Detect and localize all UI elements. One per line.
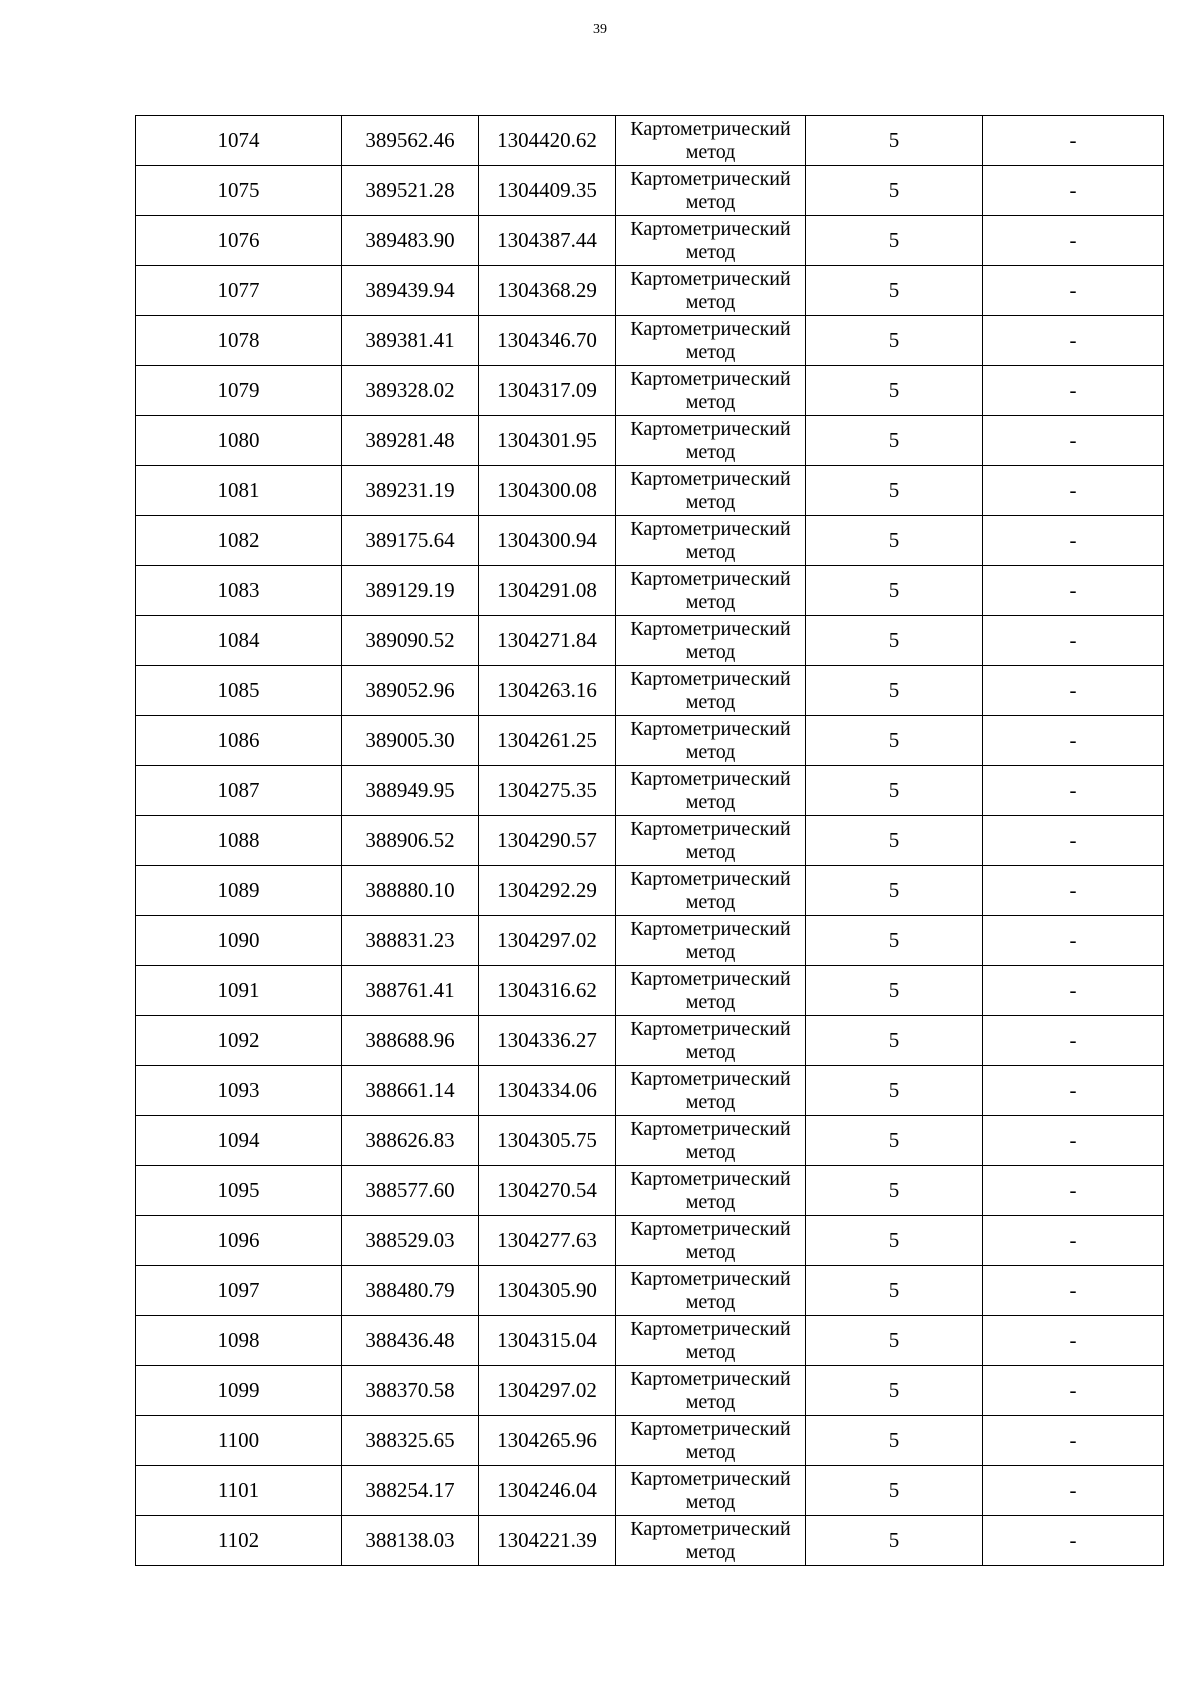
method-cell	[616, 1466, 806, 1516]
method-cell	[616, 916, 806, 966]
accuracy-cell: 5	[806, 1166, 983, 1216]
method-line-2: метод	[685, 240, 736, 263]
accuracy-cell: 5	[806, 116, 983, 166]
accuracy-cell: 5	[806, 366, 983, 416]
x-coordinate-cell: 389521.28	[342, 166, 479, 216]
point-number-cell: 1080	[136, 416, 342, 466]
method-line-1: Картометрический	[630, 1317, 791, 1340]
method-line-2: метод	[685, 740, 736, 763]
y-coordinate-cell: 1304305.75	[479, 1116, 616, 1166]
accuracy-cell: 5	[806, 1266, 983, 1316]
y-coordinate-cell: 1304261.25	[479, 716, 616, 766]
table-row	[136, 1316, 1164, 1366]
note-cell: -	[983, 166, 1164, 216]
method-line-2: метод	[685, 140, 736, 163]
method-line-2: метод	[685, 1490, 736, 1513]
y-coordinate-cell: 1304409.35	[479, 166, 616, 216]
table-row	[136, 516, 1164, 566]
table-row	[136, 216, 1164, 266]
accuracy-cell: 5	[806, 816, 983, 866]
x-coordinate-cell: 388880.10	[342, 866, 479, 916]
point-number-cell: 1093	[136, 1066, 342, 1116]
method-cell	[616, 1516, 806, 1566]
method-cell	[616, 666, 806, 716]
point-number-cell: 1099	[136, 1366, 342, 1416]
method-cell	[616, 466, 806, 516]
table-row	[136, 416, 1164, 466]
method-line-1: Картометрический	[630, 1017, 791, 1040]
note-cell: -	[983, 366, 1164, 416]
point-number-cell: 1090	[136, 916, 342, 966]
x-coordinate-cell: 389175.64	[342, 516, 479, 566]
table-row	[136, 266, 1164, 316]
table-row	[136, 816, 1164, 866]
table-row	[136, 666, 1164, 716]
table-row	[136, 716, 1164, 766]
table-row	[136, 1416, 1164, 1466]
note-cell: -	[983, 466, 1164, 516]
method-cell	[616, 816, 806, 866]
method-cell	[616, 366, 806, 416]
x-coordinate-cell: 388370.58	[342, 1366, 479, 1416]
method-line-2: метод	[685, 890, 736, 913]
method-cell	[616, 1316, 806, 1366]
note-cell: -	[983, 766, 1164, 816]
method-cell	[616, 566, 806, 616]
table-row	[136, 1016, 1164, 1066]
note-cell: -	[983, 266, 1164, 316]
point-number-cell: 1086	[136, 716, 342, 766]
x-coordinate-cell: 388325.65	[342, 1416, 479, 1466]
table-row	[136, 766, 1164, 816]
method-line-1: Картометрический	[630, 767, 791, 790]
y-coordinate-cell: 1304290.57	[479, 816, 616, 866]
y-coordinate-cell: 1304221.39	[479, 1516, 616, 1566]
method-line-1: Картометрический	[630, 417, 791, 440]
method-line-2: метод	[685, 1240, 736, 1263]
method-cell	[616, 416, 806, 466]
x-coordinate-cell: 388480.79	[342, 1266, 479, 1316]
method-line-1: Картометрический	[630, 517, 791, 540]
method-cell	[616, 166, 806, 216]
point-number-cell: 1078	[136, 316, 342, 366]
note-cell: -	[983, 1166, 1164, 1216]
x-coordinate-cell: 388529.03	[342, 1216, 479, 1266]
x-coordinate-cell: 389090.52	[342, 616, 479, 666]
method-line-2: метод	[685, 290, 736, 313]
accuracy-cell: 5	[806, 1516, 983, 1566]
method-cell	[616, 1266, 806, 1316]
y-coordinate-cell: 1304270.54	[479, 1166, 616, 1216]
x-coordinate-cell: 389483.90	[342, 216, 479, 266]
table-row	[136, 1466, 1164, 1516]
point-number-cell: 1096	[136, 1216, 342, 1266]
note-cell: -	[983, 1516, 1164, 1566]
accuracy-cell: 5	[806, 1066, 983, 1116]
table-row	[136, 966, 1164, 1016]
x-coordinate-cell: 389005.30	[342, 716, 479, 766]
point-number-cell: 1092	[136, 1016, 342, 1066]
method-cell	[616, 1016, 806, 1066]
method-cell	[616, 1166, 806, 1216]
y-coordinate-cell: 1304297.02	[479, 1366, 616, 1416]
method-cell	[616, 1366, 806, 1416]
method-line-1: Картометрический	[630, 917, 791, 940]
accuracy-cell: 5	[806, 416, 983, 466]
method-cell	[616, 766, 806, 816]
y-coordinate-cell: 1304316.62	[479, 966, 616, 1016]
note-cell: -	[983, 616, 1164, 666]
accuracy-cell: 5	[806, 466, 983, 516]
point-number-cell: 1087	[136, 766, 342, 816]
point-number-cell: 1076	[136, 216, 342, 266]
table-row	[136, 116, 1164, 166]
y-coordinate-cell: 1304300.94	[479, 516, 616, 566]
table-row	[136, 1066, 1164, 1116]
method-cell	[616, 1216, 806, 1266]
point-number-cell: 1083	[136, 566, 342, 616]
y-coordinate-cell: 1304301.95	[479, 416, 616, 466]
note-cell: -	[983, 1216, 1164, 1266]
method-line-1: Картометрический	[630, 667, 791, 690]
y-coordinate-cell: 1304291.08	[479, 566, 616, 616]
note-cell: -	[983, 966, 1164, 1016]
method-line-2: метод	[685, 1340, 736, 1363]
accuracy-cell: 5	[806, 866, 983, 916]
accuracy-cell: 5	[806, 966, 983, 1016]
point-number-cell: 1075	[136, 166, 342, 216]
method-line-1: Картометрический	[630, 217, 791, 240]
point-number-cell: 1089	[136, 866, 342, 916]
method-line-1: Картометрический	[630, 617, 791, 640]
y-coordinate-cell: 1304275.35	[479, 766, 616, 816]
point-number-cell: 1094	[136, 1116, 342, 1166]
method-line-2: метод	[685, 390, 736, 413]
y-coordinate-cell: 1304292.29	[479, 866, 616, 916]
point-number-cell: 1082	[136, 516, 342, 566]
y-coordinate-cell: 1304265.96	[479, 1416, 616, 1466]
table-row	[136, 1366, 1164, 1416]
note-cell: -	[983, 316, 1164, 366]
accuracy-cell: 5	[806, 716, 983, 766]
x-coordinate-cell: 388138.03	[342, 1516, 479, 1566]
method-line-1: Картометрический	[630, 1267, 791, 1290]
table-body	[136, 116, 1164, 1566]
method-line-1: Картометрический	[630, 567, 791, 590]
y-coordinate-cell: 1304336.27	[479, 1016, 616, 1066]
accuracy-cell: 5	[806, 216, 983, 266]
method-line-1: Картометрический	[630, 967, 791, 990]
method-cell	[616, 1416, 806, 1466]
method-line-1: Картометрический	[630, 467, 791, 490]
accuracy-cell: 5	[806, 566, 983, 616]
method-line-2: метод	[685, 940, 736, 963]
method-line-2: метод	[685, 1540, 736, 1563]
x-coordinate-cell: 389328.02	[342, 366, 479, 416]
accuracy-cell: 5	[806, 916, 983, 966]
y-coordinate-cell: 1304263.16	[479, 666, 616, 716]
method-line-1: Картометрический	[630, 267, 791, 290]
method-line-1: Картометрический	[630, 1467, 791, 1490]
note-cell: -	[983, 416, 1164, 466]
method-line-2: метод	[685, 190, 736, 213]
method-line-1: Картометрический	[630, 167, 791, 190]
note-cell: -	[983, 216, 1164, 266]
x-coordinate-cell: 388949.95	[342, 766, 479, 816]
method-line-2: метод	[685, 1390, 736, 1413]
method-cell	[616, 1066, 806, 1116]
y-coordinate-cell: 1304300.08	[479, 466, 616, 516]
accuracy-cell: 5	[806, 1366, 983, 1416]
method-cell	[616, 516, 806, 566]
y-coordinate-cell: 1304334.06	[479, 1066, 616, 1116]
table-row	[136, 1266, 1164, 1316]
note-cell: -	[983, 1266, 1164, 1316]
table-row	[136, 566, 1164, 616]
method-line-1: Картометрический	[630, 1067, 791, 1090]
method-cell	[616, 316, 806, 366]
table-row	[136, 1516, 1164, 1566]
point-number-cell: 1098	[136, 1316, 342, 1366]
point-number-cell: 1074	[136, 116, 342, 166]
x-coordinate-cell: 389281.48	[342, 416, 479, 466]
note-cell: -	[983, 116, 1164, 166]
x-coordinate-cell: 388661.14	[342, 1066, 479, 1116]
method-line-2: метод	[685, 1190, 736, 1213]
x-coordinate-cell: 389231.19	[342, 466, 479, 516]
point-number-cell: 1097	[136, 1266, 342, 1316]
x-coordinate-cell: 388436.48	[342, 1316, 479, 1366]
accuracy-cell: 5	[806, 766, 983, 816]
method-line-2: метод	[685, 690, 736, 713]
method-cell	[616, 216, 806, 266]
point-number-cell: 1095	[136, 1166, 342, 1216]
method-line-1: Картометрический	[630, 1167, 791, 1190]
accuracy-cell: 5	[806, 1316, 983, 1366]
note-cell: -	[983, 1366, 1164, 1416]
accuracy-cell: 5	[806, 516, 983, 566]
method-line-1: Картометрический	[630, 867, 791, 890]
note-cell: -	[983, 1066, 1164, 1116]
accuracy-cell: 5	[806, 1466, 983, 1516]
point-number-cell: 1077	[136, 266, 342, 316]
method-cell	[616, 266, 806, 316]
method-line-1: Картометрический	[630, 317, 791, 340]
method-line-2: метод	[685, 1290, 736, 1313]
note-cell: -	[983, 566, 1164, 616]
accuracy-cell: 5	[806, 266, 983, 316]
method-line-2: метод	[685, 790, 736, 813]
table-row	[136, 366, 1164, 416]
point-number-cell: 1100	[136, 1416, 342, 1466]
method-cell	[616, 866, 806, 916]
y-coordinate-cell: 1304368.29	[479, 266, 616, 316]
method-line-1: Картометрический	[630, 1417, 791, 1440]
note-cell: -	[983, 1016, 1164, 1066]
accuracy-cell: 5	[806, 166, 983, 216]
point-number-cell: 1102	[136, 1516, 342, 1566]
x-coordinate-cell: 389129.19	[342, 566, 479, 616]
table-row	[136, 1216, 1164, 1266]
note-cell: -	[983, 1416, 1164, 1466]
accuracy-cell: 5	[806, 616, 983, 666]
y-coordinate-cell: 1304246.04	[479, 1466, 616, 1516]
accuracy-cell: 5	[806, 666, 983, 716]
x-coordinate-cell: 388831.23	[342, 916, 479, 966]
note-cell: -	[983, 816, 1164, 866]
note-cell: -	[983, 1116, 1164, 1166]
accuracy-cell: 5	[806, 1016, 983, 1066]
table-row	[136, 166, 1164, 216]
accuracy-cell: 5	[806, 316, 983, 366]
y-coordinate-cell: 1304420.62	[479, 116, 616, 166]
accuracy-cell: 5	[806, 1216, 983, 1266]
method-line-1: Картометрический	[630, 367, 791, 390]
x-coordinate-cell: 388688.96	[342, 1016, 479, 1066]
x-coordinate-cell: 389381.41	[342, 316, 479, 366]
table-row	[136, 616, 1164, 666]
y-coordinate-cell: 1304297.02	[479, 916, 616, 966]
x-coordinate-cell: 389562.46	[342, 116, 479, 166]
accuracy-cell: 5	[806, 1416, 983, 1466]
table-row	[136, 916, 1164, 966]
x-coordinate-cell: 388626.83	[342, 1116, 479, 1166]
table-row	[136, 1166, 1164, 1216]
note-cell: -	[983, 1316, 1164, 1366]
y-coordinate-cell: 1304315.04	[479, 1316, 616, 1366]
point-number-cell: 1084	[136, 616, 342, 666]
x-coordinate-cell: 388254.17	[342, 1466, 479, 1516]
method-cell	[616, 1116, 806, 1166]
x-coordinate-cell: 389052.96	[342, 666, 479, 716]
method-line-1: Картометрический	[630, 117, 791, 140]
method-cell	[616, 116, 806, 166]
note-cell: -	[983, 516, 1164, 566]
y-coordinate-cell: 1304387.44	[479, 216, 616, 266]
x-coordinate-cell: 388906.52	[342, 816, 479, 866]
method-line-2: метод	[685, 540, 736, 563]
method-line-2: метод	[685, 990, 736, 1013]
method-line-1: Картометрический	[630, 1367, 791, 1390]
method-line-2: метод	[685, 1140, 736, 1163]
method-cell	[616, 716, 806, 766]
point-number-cell: 1101	[136, 1466, 342, 1516]
method-line-2: метод	[685, 840, 736, 863]
note-cell: -	[983, 866, 1164, 916]
method-line-2: метод	[685, 1440, 736, 1463]
x-coordinate-cell: 388761.41	[342, 966, 479, 1016]
method-line-1: Картометрический	[630, 717, 791, 740]
note-cell: -	[983, 716, 1164, 766]
point-number-cell: 1079	[136, 366, 342, 416]
method-cell	[616, 966, 806, 1016]
y-coordinate-cell: 1304277.63	[479, 1216, 616, 1266]
page-number: 39	[593, 22, 607, 37]
method-line-2: метод	[685, 590, 736, 613]
note-cell: -	[983, 666, 1164, 716]
point-number-cell: 1081	[136, 466, 342, 516]
point-number-cell: 1088	[136, 816, 342, 866]
accuracy-cell: 5	[806, 1116, 983, 1166]
method-line-2: метод	[685, 640, 736, 663]
x-coordinate-cell: 389439.94	[342, 266, 479, 316]
coordinates-table	[135, 115, 1164, 1566]
method-line-1: Картометрический	[630, 1217, 791, 1240]
method-line-2: метод	[685, 1090, 736, 1113]
method-line-2: метод	[685, 440, 736, 463]
table-row	[136, 466, 1164, 516]
table-row	[136, 1116, 1164, 1166]
method-line-2: метод	[685, 340, 736, 363]
y-coordinate-cell: 1304305.90	[479, 1266, 616, 1316]
note-cell: -	[983, 916, 1164, 966]
table-row	[136, 316, 1164, 366]
y-coordinate-cell: 1304271.84	[479, 616, 616, 666]
y-coordinate-cell: 1304317.09	[479, 366, 616, 416]
x-coordinate-cell: 388577.60	[342, 1166, 479, 1216]
method-cell	[616, 616, 806, 666]
y-coordinate-cell: 1304346.70	[479, 316, 616, 366]
table-row	[136, 866, 1164, 916]
method-line-1: Картометрический	[630, 817, 791, 840]
method-line-1: Картометрический	[630, 1517, 791, 1540]
method-line-2: метод	[685, 1040, 736, 1063]
note-cell: -	[983, 1466, 1164, 1516]
point-number-cell: 1085	[136, 666, 342, 716]
method-line-2: метод	[685, 490, 736, 513]
method-line-1: Картометрический	[630, 1117, 791, 1140]
point-number-cell: 1091	[136, 966, 342, 1016]
